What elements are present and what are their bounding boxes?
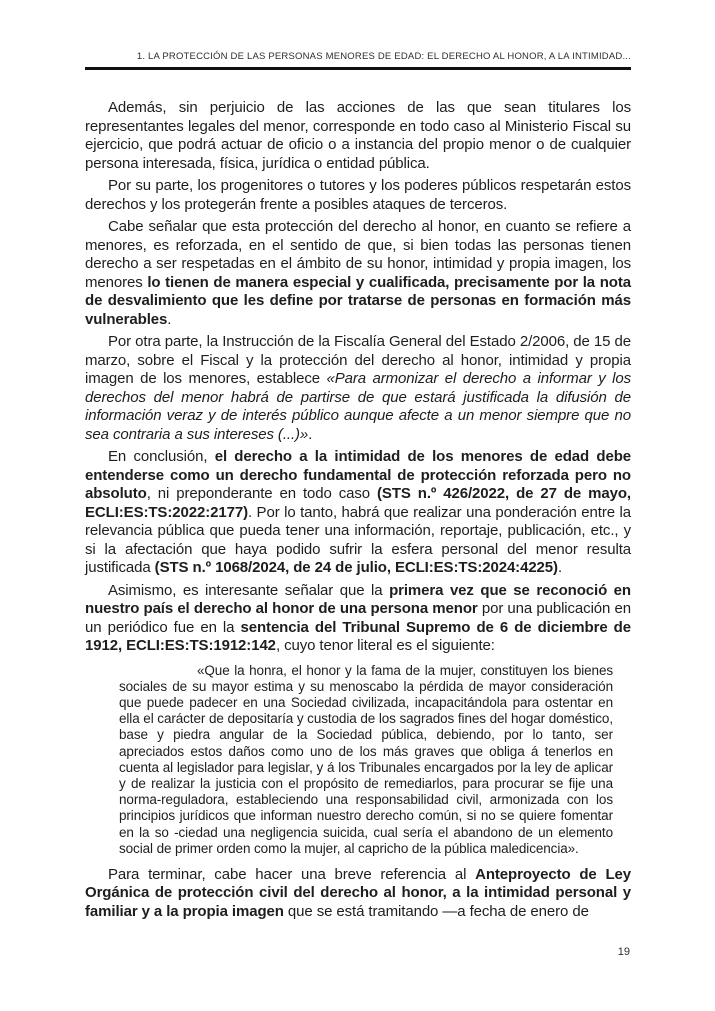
paragraph: En conclusión, el derecho a la intimidad de los menores de edad debe entenderse como un derecho fundamental de protección reforzada pero no absoluto, ni preponderante en todo caso (STS n.º 426/2022, de 27 de mayo, ECLI:ES:TS:2022:2177). Por lo tanto, habrá que realizar una ponderación entre la relevancia pública que pueda tener una información, reportaje, publicación, etc., y si la afectación que haya podido sufrir la esfera personal del menor resulta justificada (STS n.º 1068/2024, de 24 de julio, ECLI:ES:TS:2024:4225). [85, 448, 632, 576]
paragraph: Además, sin perjuicio de las acciones de las que sean titulares los representantes legales del menor, corresponde en todo caso al Ministerio Fiscal su ejercicio, que podrá actuar de oficio o a instancia del propio menor o de cualquier persona interesada, física, jurídica o entidad pública. [85, 99, 631, 172]
page-number: 19 [617, 946, 630, 958]
paragraph: Por otra parte, la Instrucción de la Fiscalía General del Estado 2/2006, de 15 de marzo, sobre el Fiscal y la protección del derecho al honor, intimidad y propia imagen de los menores, establece «Para armonizar el derecho a informar y los derechos del menor habrá de partirse de que estará justificada la difusión de información veraz y de interés público aunque afecte a un menor siempre que no sea contraria a sus intereses (...)». [85, 333, 631, 443]
paragraph: Asimismo, es interesante señalar que la primera vez que se reconoció en nuestro país el derecho al honor de una persona menor por una publicación en un periódico fue en la sentencia del Tribunal Supremo de 6 de diciembre de 1912, ECLI:ES:TS:1912:142, cuyo tenor literal es el siguiente: [85, 581, 631, 654]
running-header-title: 1. LA PROTECCIÓN DE LAS PERSONAS MENORES DE EDAD: EL DERECHO AL HONOR, A LA INTIMIDAD... [136, 51, 631, 62]
paragraph: Por su parte, los progenitores o tutores y los poderes públicos respetarán estos derechos y los protegerán frente a posibles ataques de terceros. [85, 177, 631, 213]
blockquote: «Que la honra, el honor y la fama de la mujer, constituyen los bienes sociales de su mayor estima y su menoscabo la pérdida de mayor consideración que puede padecer en una Sociedad civilizada, incapacitándola para ostentar en ella el carácter de depositaría y custodia de los sagrados fines del hogar doméstico, base y piedra angular de la Sociedad pública, debiendo, por lo tanto, ser apreciados estos daños como uno de los más graves que obliga á tenerlos en cuenta al legislador para legislar, y á los Tribunales encargados por la ley de aplicar y de realizar la justicia con el propósito de remediarlos, para procurar se fije una norma-reguladora, estableciendo una responsabilidad civil, armonizada con los principios jurídicos que informan nuestro derecho común, si no se quiere fomentar en la so -ciedad una negligencia suicida, cual sería el abandono de un elemento social de primer orden como la mujer, al capricho de la pública maledicencia». [119, 662, 613, 856]
paragraph: Para terminar, cabe hacer una breve referencia al Anteproyecto de Ley Orgánica de protección civil del derecho al honor, a la intimidad personal y familiar y a la propia imagen que se está tramitando —a fecha de enero de [85, 865, 631, 920]
header-rule [85, 67, 631, 70]
paragraph: Cabe señalar que esta protección del derecho al honor, en cuanto se refiere a menores, es reforzada, en el sentido de que, si bien todas las personas tienen derecho a ser respetadas en el ámbito de su honor, intimidad y propia imagen, los menores lo tienen de manera especial y cualificada, precisamente por la nota de desvalimiento que les define por tratarse de personas en formación más vulnerables. [85, 218, 631, 328]
page-body [85, 99, 631, 925]
